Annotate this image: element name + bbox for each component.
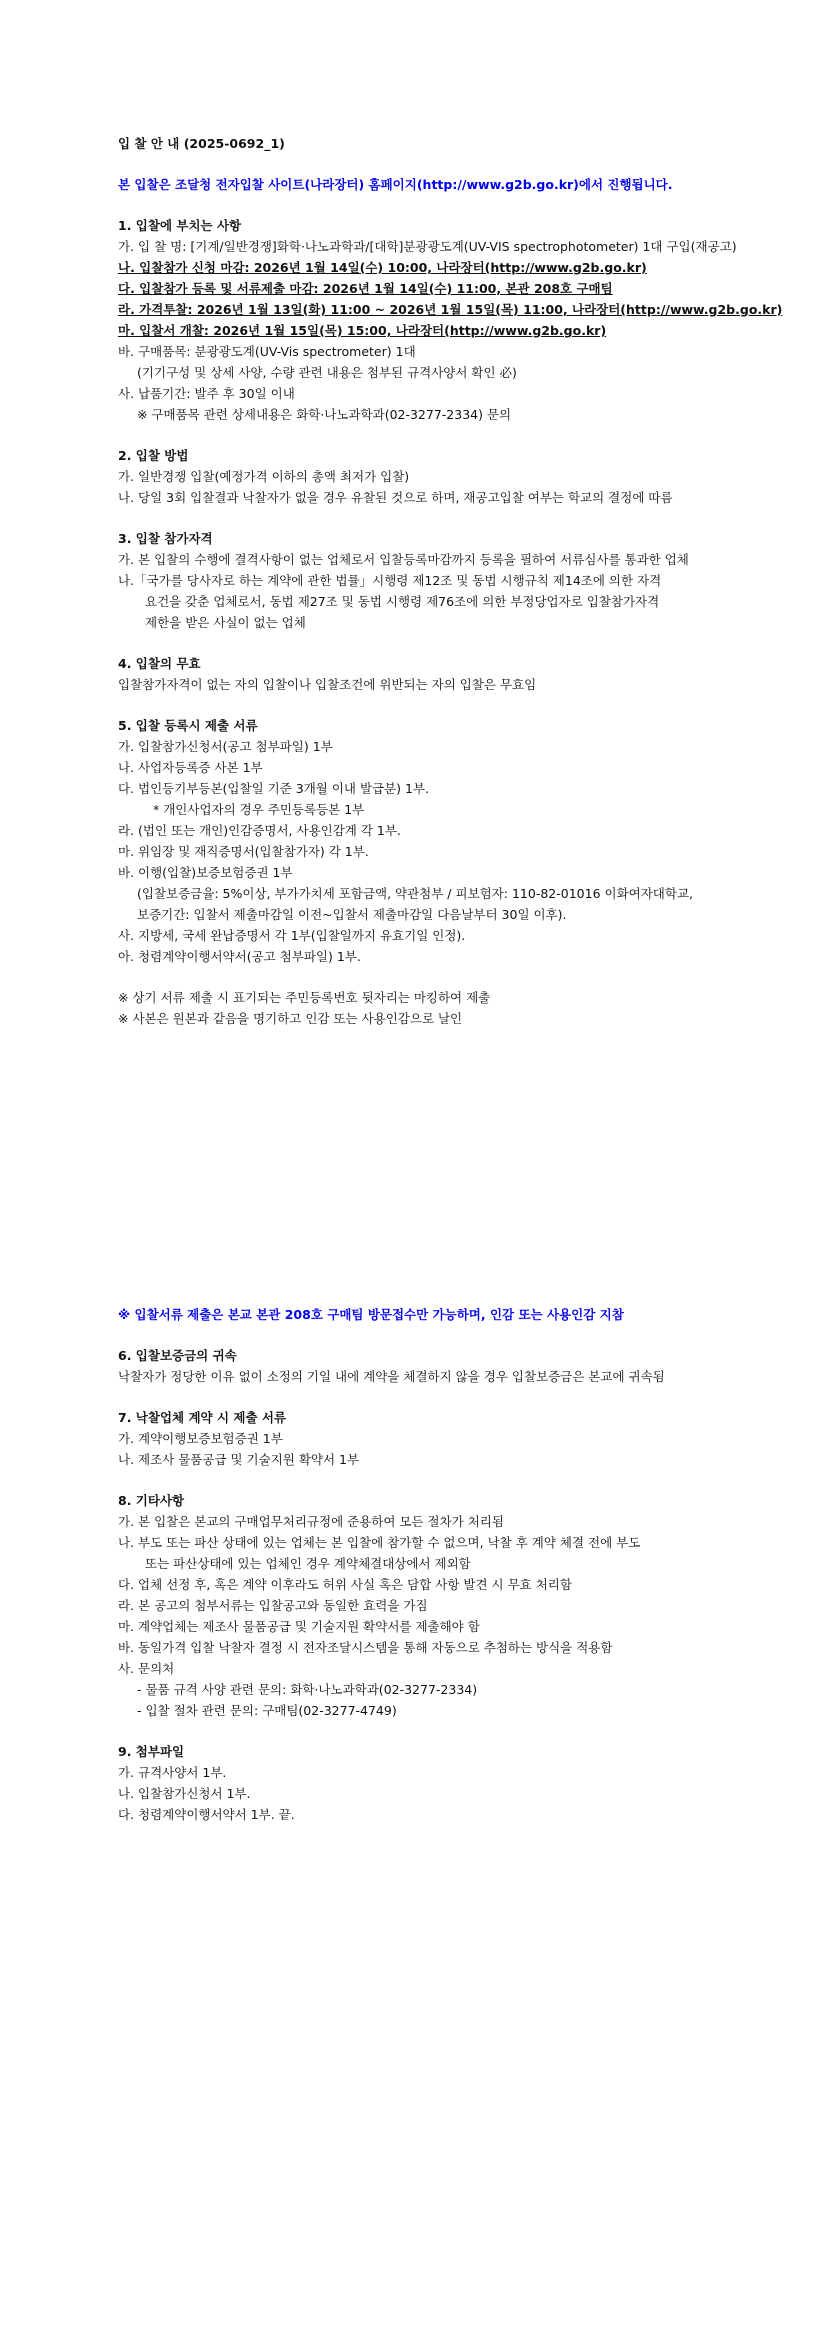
s5-item-d: 라. (법인 또는 개인)인감증명서, 사용인감계 각 1부. — [118, 823, 401, 838]
s8-item-g: 사. 문의처 — [118, 1661, 175, 1676]
s8-item-e: 마. 계약업체는 제조사 물품공급 및 기술지원 확약서를 제출해야 함 — [118, 1619, 480, 1634]
section-4-heading: 4. 입찰의 무효 — [118, 656, 201, 671]
submission-notice: ※ 입찰서류 제출은 본교 본관 208호 구매팀 방문접수만 가능하며, 인감 또는 사용인감 지참 — [118, 1307, 624, 1322]
s5-item-e: 마. 위임장 및 재직증명서(입찰참가자) 각 1부. — [118, 844, 369, 859]
s1-item-purchase-item: 바. 구매품목: 분광광도계(UV-Vis spectrometer) 1대 — [118, 344, 416, 359]
section-6-heading: 6. 입찰보증금의 귀속 — [118, 1348, 237, 1363]
section-3-heading: 3. 입찰 참가자격 — [118, 531, 213, 546]
s3-item-b: 나.「국가를 당사자로 하는 계약에 관한 법률」시행령 제12조 및 동법 시행규칙 제14조에 의한 자격 — [118, 573, 662, 588]
s8-item-c: 다. 업체 선정 후, 혹은 계약 이후라도 허위 사실 혹은 담합 사항 발견 시 무효 처리함 — [118, 1577, 572, 1592]
s9-item-c: 다. 청렴계약이행서약서 1부. 끝. — [118, 1807, 295, 1822]
s8-item-a: 가. 본 입찰은 본교의 구매업무처리규정에 준용하여 모든 절차가 처리됨 — [118, 1514, 504, 1529]
s6-text: 낙찰자가 정당한 이유 없이 소정의 기일 내에 계약을 체결하지 않을 경우 입찰보증금은 본교에 귀속됨 — [118, 1369, 665, 1384]
s2-item-a: 가. 일반경쟁 입찰(예정가격 이하의 총액 최저가 입찰) — [118, 469, 410, 484]
section-1-heading: 1. 입찰에 부치는 사항 — [118, 218, 242, 233]
e-bidding-notice: 본 입찰은 조달청 전자입찰 사이트(나라장터) 홈페이지(http://www.g2b.go.kr)에서 진행됩니다. — [118, 177, 673, 192]
s5-note-1: ※ 상기 서류 제출 시 표기되는 주민등록번호 뒷자리는 마킹하여 제출 — [118, 990, 491, 1005]
s5-item-c: 다. 법인등기부등본(입찰일 기준 3개월 이내 발급분) 1부. — [118, 781, 430, 796]
s4-text: 입찰참가자격이 없는 자의 입찰이나 입찰조건에 위반되는 자의 입찰은 무효임 — [118, 677, 537, 692]
s5-note-2: ※ 사본은 원본과 같음을 명기하고 인감 또는 사용인감으로 날인 — [118, 1011, 463, 1026]
s1-item-bid-name: 가. 입 찰 명: [기계/일반경쟁]화학·나노과학과/[대학]분광광도계(UV-VIS spectrophotometer) 1대 구입(재공고) — [118, 239, 737, 254]
s7-item-a: 가. 계약이행보증보험증권 1부 — [118, 1431, 283, 1446]
s1-item-purchase-note: (기기구성 및 상세 사양, 수량 관련 내용은 첨부된 규격사양서 확인 必) — [137, 365, 517, 380]
s5-item-b: 나. 사업자등록증 사본 1부 — [118, 760, 263, 775]
document-title: 입 찰 안 내 (2025-0692_1) — [118, 136, 285, 151]
s1-item-bid-opening: 마. 입찰서 개찰: 2026년 1월 15일(목) 15:00, 나라장터(http://www.g2b.go.kr) — [118, 323, 607, 338]
s7-item-b: 나. 제조사 물품공급 및 기술지원 확약서 1부 — [118, 1452, 360, 1467]
s8-item-d: 라. 본 공고의 첨부서류는 입찰공고와 동일한 효력을 가짐 — [118, 1598, 428, 1613]
s5-item-a: 가. 입찰참가신청서(공고 첨부파일) 1부 — [118, 739, 333, 754]
s1-item-application-deadline: 나. 입찰참가 신청 마감: 2026년 1월 14일(수) 10:00, 나라장터(http://www.g2b.go.kr) — [118, 260, 647, 275]
s5-item-f: 바. 이행(입찰)보증보험증권 1부 — [118, 865, 293, 880]
s5-item-g: 사. 지방세, 국세 완납증명서 각 1부(입찰일까지 유효기일 인정). — [118, 928, 466, 943]
section-5-heading: 5. 입찰 등록시 제출 서류 — [118, 718, 258, 733]
section-9-heading: 9. 첨부파일 — [118, 1744, 185, 1759]
s9-item-a: 가. 규격사양서 1부. — [118, 1765, 227, 1780]
s1-item-delivery-period: 사. 납품기간: 발주 후 30일 이내 — [118, 386, 295, 401]
s1-item-registration-deadline: 다. 입찰참가 등록 및 서류제출 마감: 2026년 1월 14일(수) 11:00, 본관 208호 구매팀 — [118, 281, 613, 296]
s5-item-f-note-1: (입찰보증금율: 5%이상, 부가가치세 포함금액, 약관첨부 / 피보험자: 110-82-01016 이화여자대학교, — [137, 886, 693, 901]
s5-item-c-note: * 개인사업자의 경우 주민등록등본 1부 — [153, 802, 365, 817]
s5-item-f-note-2: 보증기간: 입찰서 제출마감일 이전~입찰서 제출마감일 다음날부터 30일 이후). — [137, 907, 567, 922]
s1-item-inquiry-note: ※ 구매품목 관련 상세내용은 화학·나노과학과(02-3277-2334) 문의 — [137, 407, 512, 422]
s2-item-b: 나. 당일 3회 입찰결과 낙찰자가 없을 경우 유찰된 것으로 하며, 재공고입찰 여부는 학교의 결정에 따름 — [118, 490, 673, 505]
section-8-heading: 8. 기타사항 — [118, 1493, 185, 1508]
s8-contact-procedure: - 입찰 절차 관련 문의: 구매팀(02-3277-4749) — [137, 1703, 397, 1718]
s1-item-price-bidding: 라. 가격투찰: 2026년 1월 13일(화) 11:00 ~ 2026년 1월 15일(목) 11:00, 나라장터(http://www.g2b.go.kr) — [118, 302, 783, 317]
s3-item-b-cont-2: 제한을 받은 사실이 없는 업체 — [145, 615, 306, 630]
s8-item-b-cont: 또는 파산상태에 있는 업체인 경우 계약체결대상에서 제외함 — [145, 1556, 471, 1571]
s8-item-b: 나. 부도 또는 파산 상태에 있는 업체는 본 입찰에 참가할 수 없으며, 낙찰 후 계약 체결 전에 부도 — [118, 1535, 641, 1550]
s3-item-b-cont-1: 요건을 갖춘 업체로서, 동법 제27조 및 동법 시행령 제76조에 의한 부정당업자로 입찰참가자격 — [145, 594, 660, 609]
s3-item-a: 가. 본 입찰의 수행에 결격사항이 없는 업체로서 입찰등록마감까지 등록을 필하여 서류심사를 통과한 업체 — [118, 552, 689, 567]
s8-contact-spec: - 물품 규격 사양 관련 문의: 화학·나노과학과(02-3277-2334) — [137, 1682, 478, 1697]
s5-item-h: 아. 청렴계약이행서약서(공고 첨부파일) 1부. — [118, 949, 361, 964]
s8-item-f: 바. 동일가격 입찰 낙찰자 결정 시 전자조달시스템을 통해 자동으로 추첨하는 방식을 적용함 — [118, 1640, 613, 1655]
section-2-heading: 2. 입찰 방법 — [118, 448, 189, 463]
s9-item-b: 나. 입찰참가신청서 1부. — [118, 1786, 251, 1801]
section-7-heading: 7. 낙찰업체 계약 시 제출 서류 — [118, 1410, 287, 1425]
